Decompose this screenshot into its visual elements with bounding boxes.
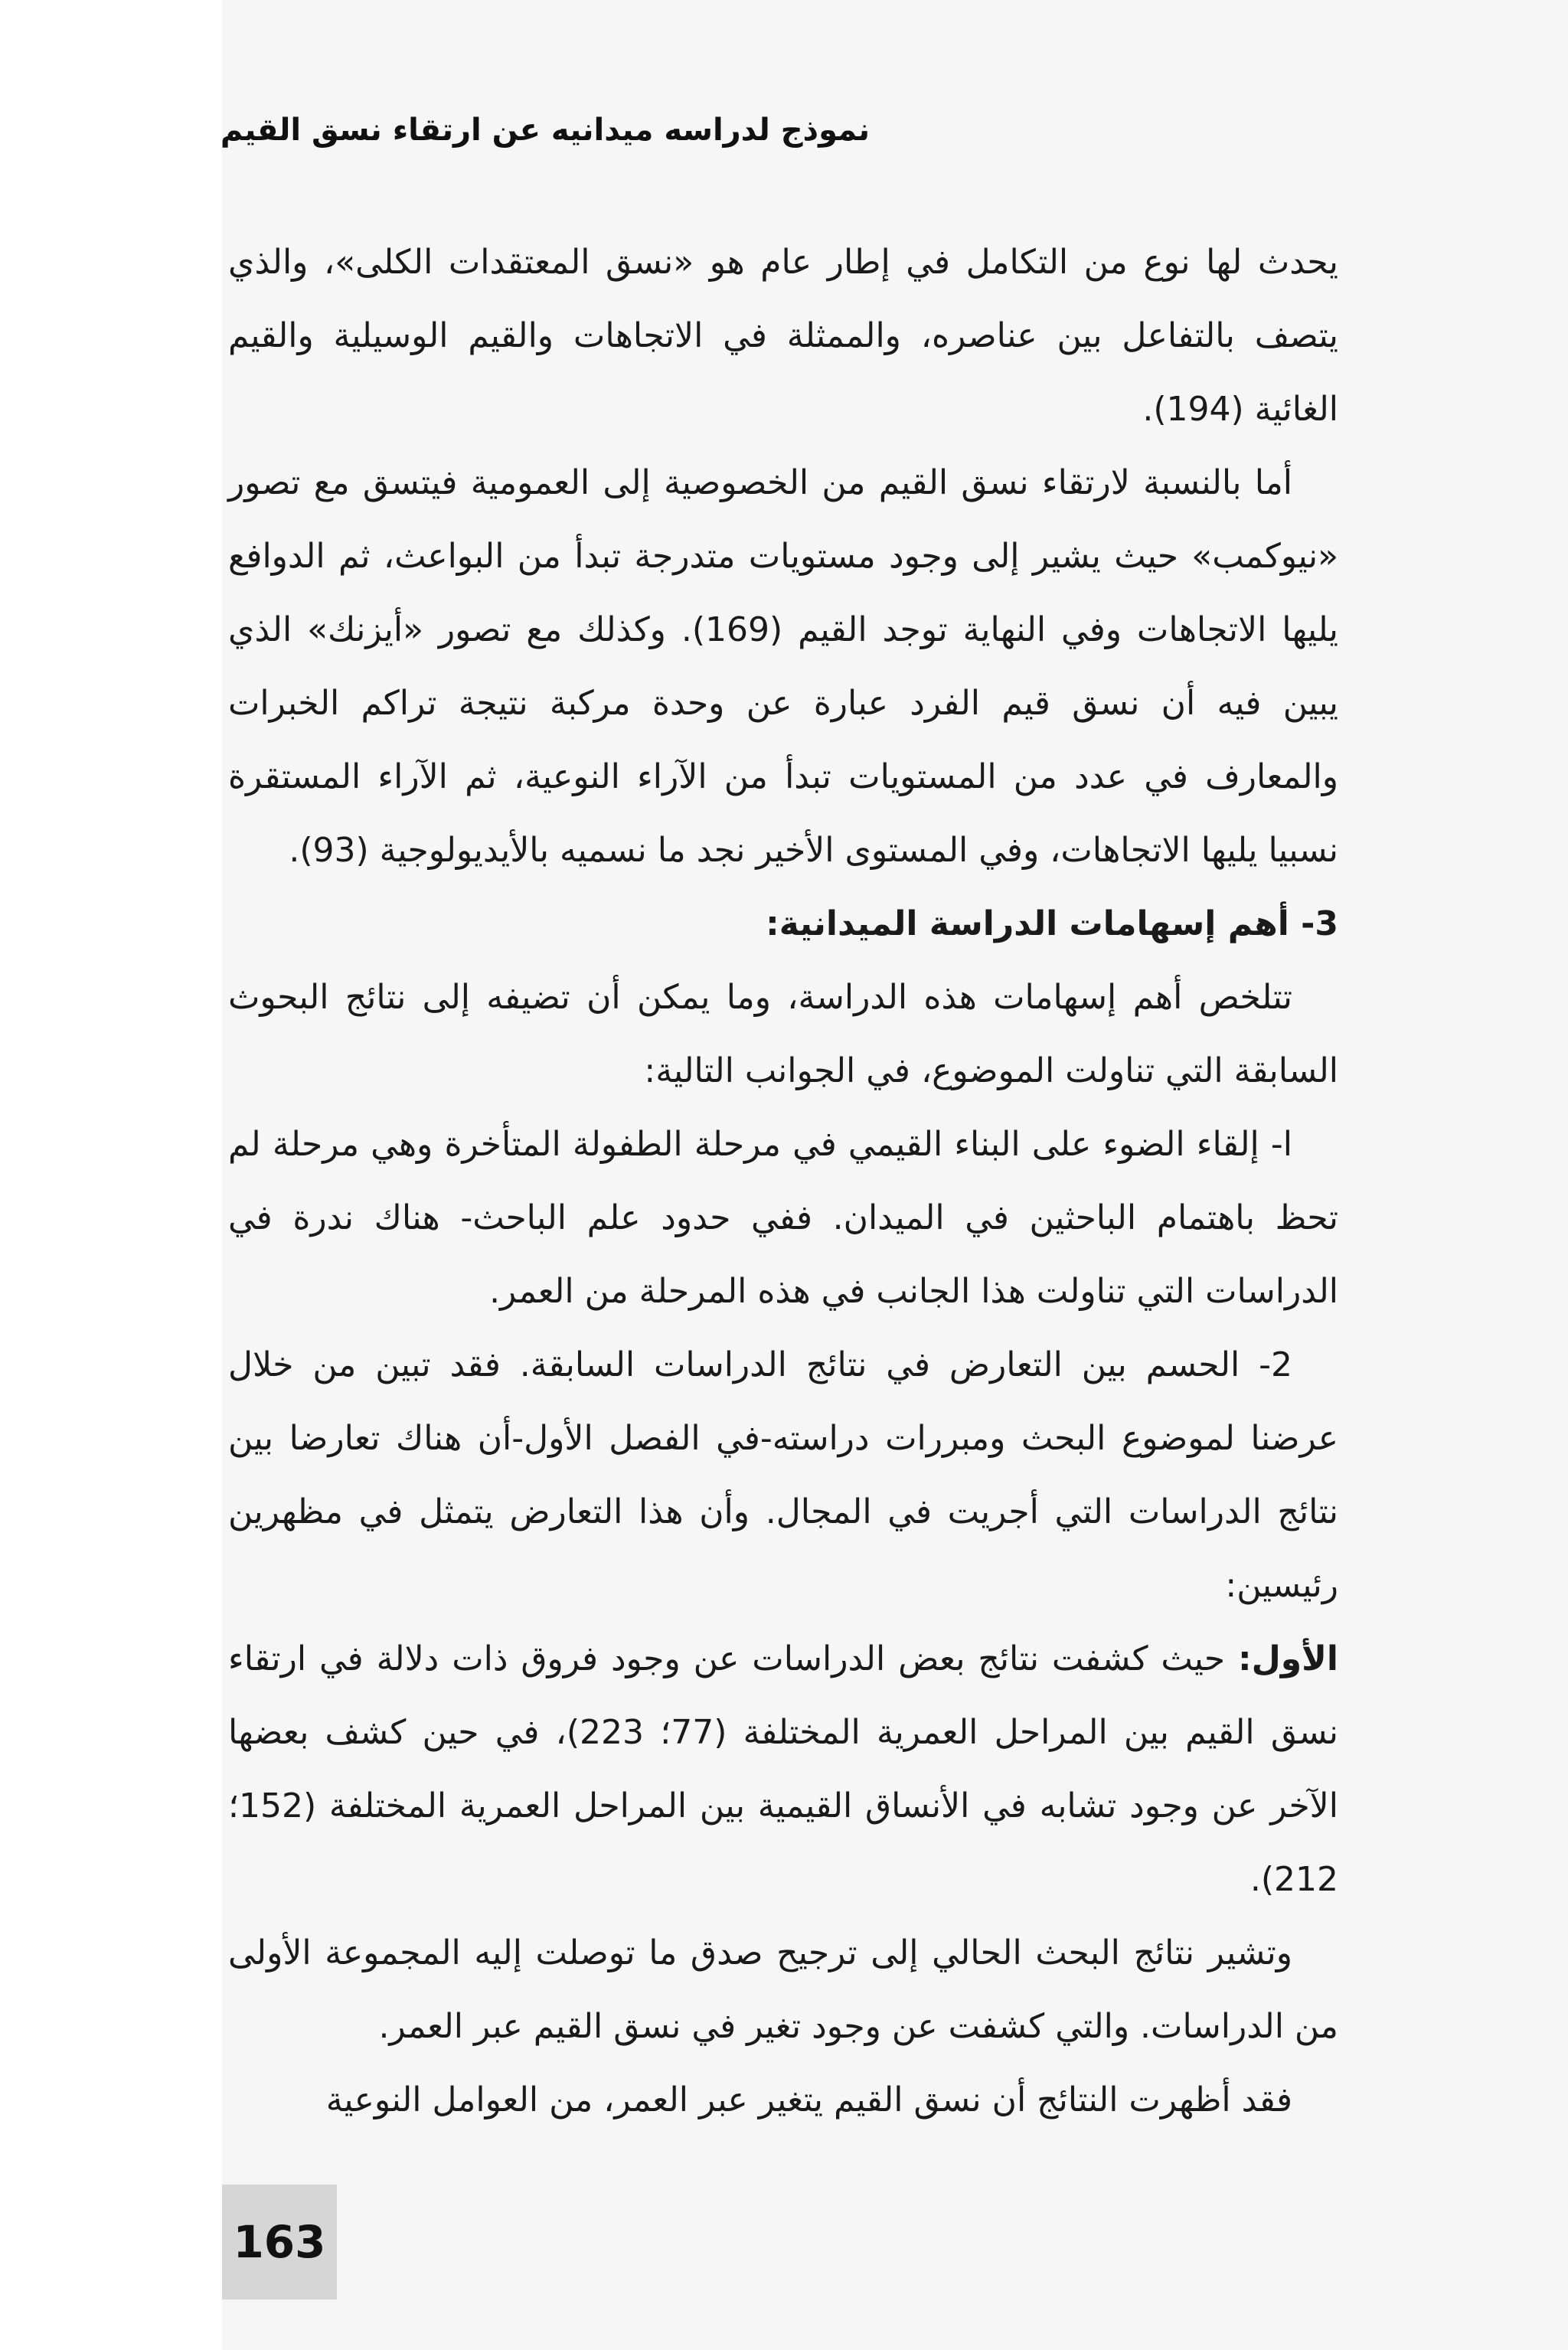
body-text <box>228 226 1338 2137</box>
page-number: 163 <box>233 2216 326 2268</box>
first-point-paragraph <box>228 1623 1338 1917</box>
first-point-text: حيث كشفت نتائج بعض الدراسات عن وجود فروق ذات دلالة في ارتقاء نسق القيم بين المراحل العمرية المختلفة (77؛ 223)، في حين كشف بعضها الآخر عن وجود تشابه في الأنساق القيمية بين المراحل العمرية المختلفة (152؛ 212). <box>228 1639 1339 1899</box>
paragraph-4: وتشير نتائج البحث الحالي إلى ترجيح صدق ما توصلت إليه المجموعة الأولى من الدراسات. والتي كشفت عن وجود تغير في نسق القيم عبر العمر. <box>228 1933 1338 2046</box>
first-point-label: الأول: <box>1238 1639 1338 1678</box>
paragraph-3: تتلخص أهم إسهامات هذه الدراسة، وما يمكن أن تضيفه إلى نتائج البحوث السابقة التي تناولت الموضوع، في الجوانب التالية: <box>228 978 1338 1090</box>
paragraph-1: يحدث لها نوع من التكامل في إطار عام هو «نسق المعتقدات الكلى»، والذي يتصف بالتفاعل بين عناصره، والممثلة في الاتجاهات والقيم الوسيلية والقيم الغائية (194). <box>228 243 1338 429</box>
list-item-2: 2- الحسم بين التعارض في نتائج الدراسات السابقة. فقد تبين من خلال عرضنا لموضوع البحث ومبررات دراسته-في الفصل الأول-أن هناك تعارضا بين نتائج الدراسات التي أجريت في المجال. وأن هذا التعارض يتمثل في مظهرين رئيسين: <box>228 1345 1338 1605</box>
running-header: نموذج لدراسه ميدانيه عن ارتقاء نسق القيم <box>220 113 870 148</box>
section-heading: 3- أهم إسهامات الدراسة الميدانية: <box>766 904 1338 943</box>
paragraph-5: فقد أظهرت النتائج أن نسق القيم يتغير عبر العمر، من العوامل النوعية <box>325 2080 1292 2120</box>
paragraph-2: أما بالنسبة لارتقاء نسق القيم من الخصوصية إلى العمومية فيتسق مع تصور «نيوكمب» حيث يشير إلى وجود مستويات متدرجة تبدأ من البواعث، ثم الدوافع يليها الاتجاهات وفي النهاية توجد القيم (169). وكذلك مع تصور «أيزنك» الذي يبين فيه أن نسق قيم الفرد عبارة عن وحدة مركبة نتيجة تراكم الخبرات والمعارف في عدد من المستويات تبدأ من الآراء النوعية، ثم الآراء المستقرة نسبيا يليها الاتجاهات، وفي المستوى الأخير نجد ما نسميه بالأيديولوجية (93). <box>228 463 1339 870</box>
page-number-box <box>222 2185 337 2299</box>
list-item-1: ا- إلقاء الضوء على البناء القيمي في مرحلة الطفولة المتأخرة وهي مرحلة لم تحظ باهتمام الباحثين في الميدان. ففي حدود علم الباحث- هناك ندرة في الدراسات التي تناولت هذا الجانب في هذه المرحلة من العمر. <box>228 1125 1338 1311</box>
